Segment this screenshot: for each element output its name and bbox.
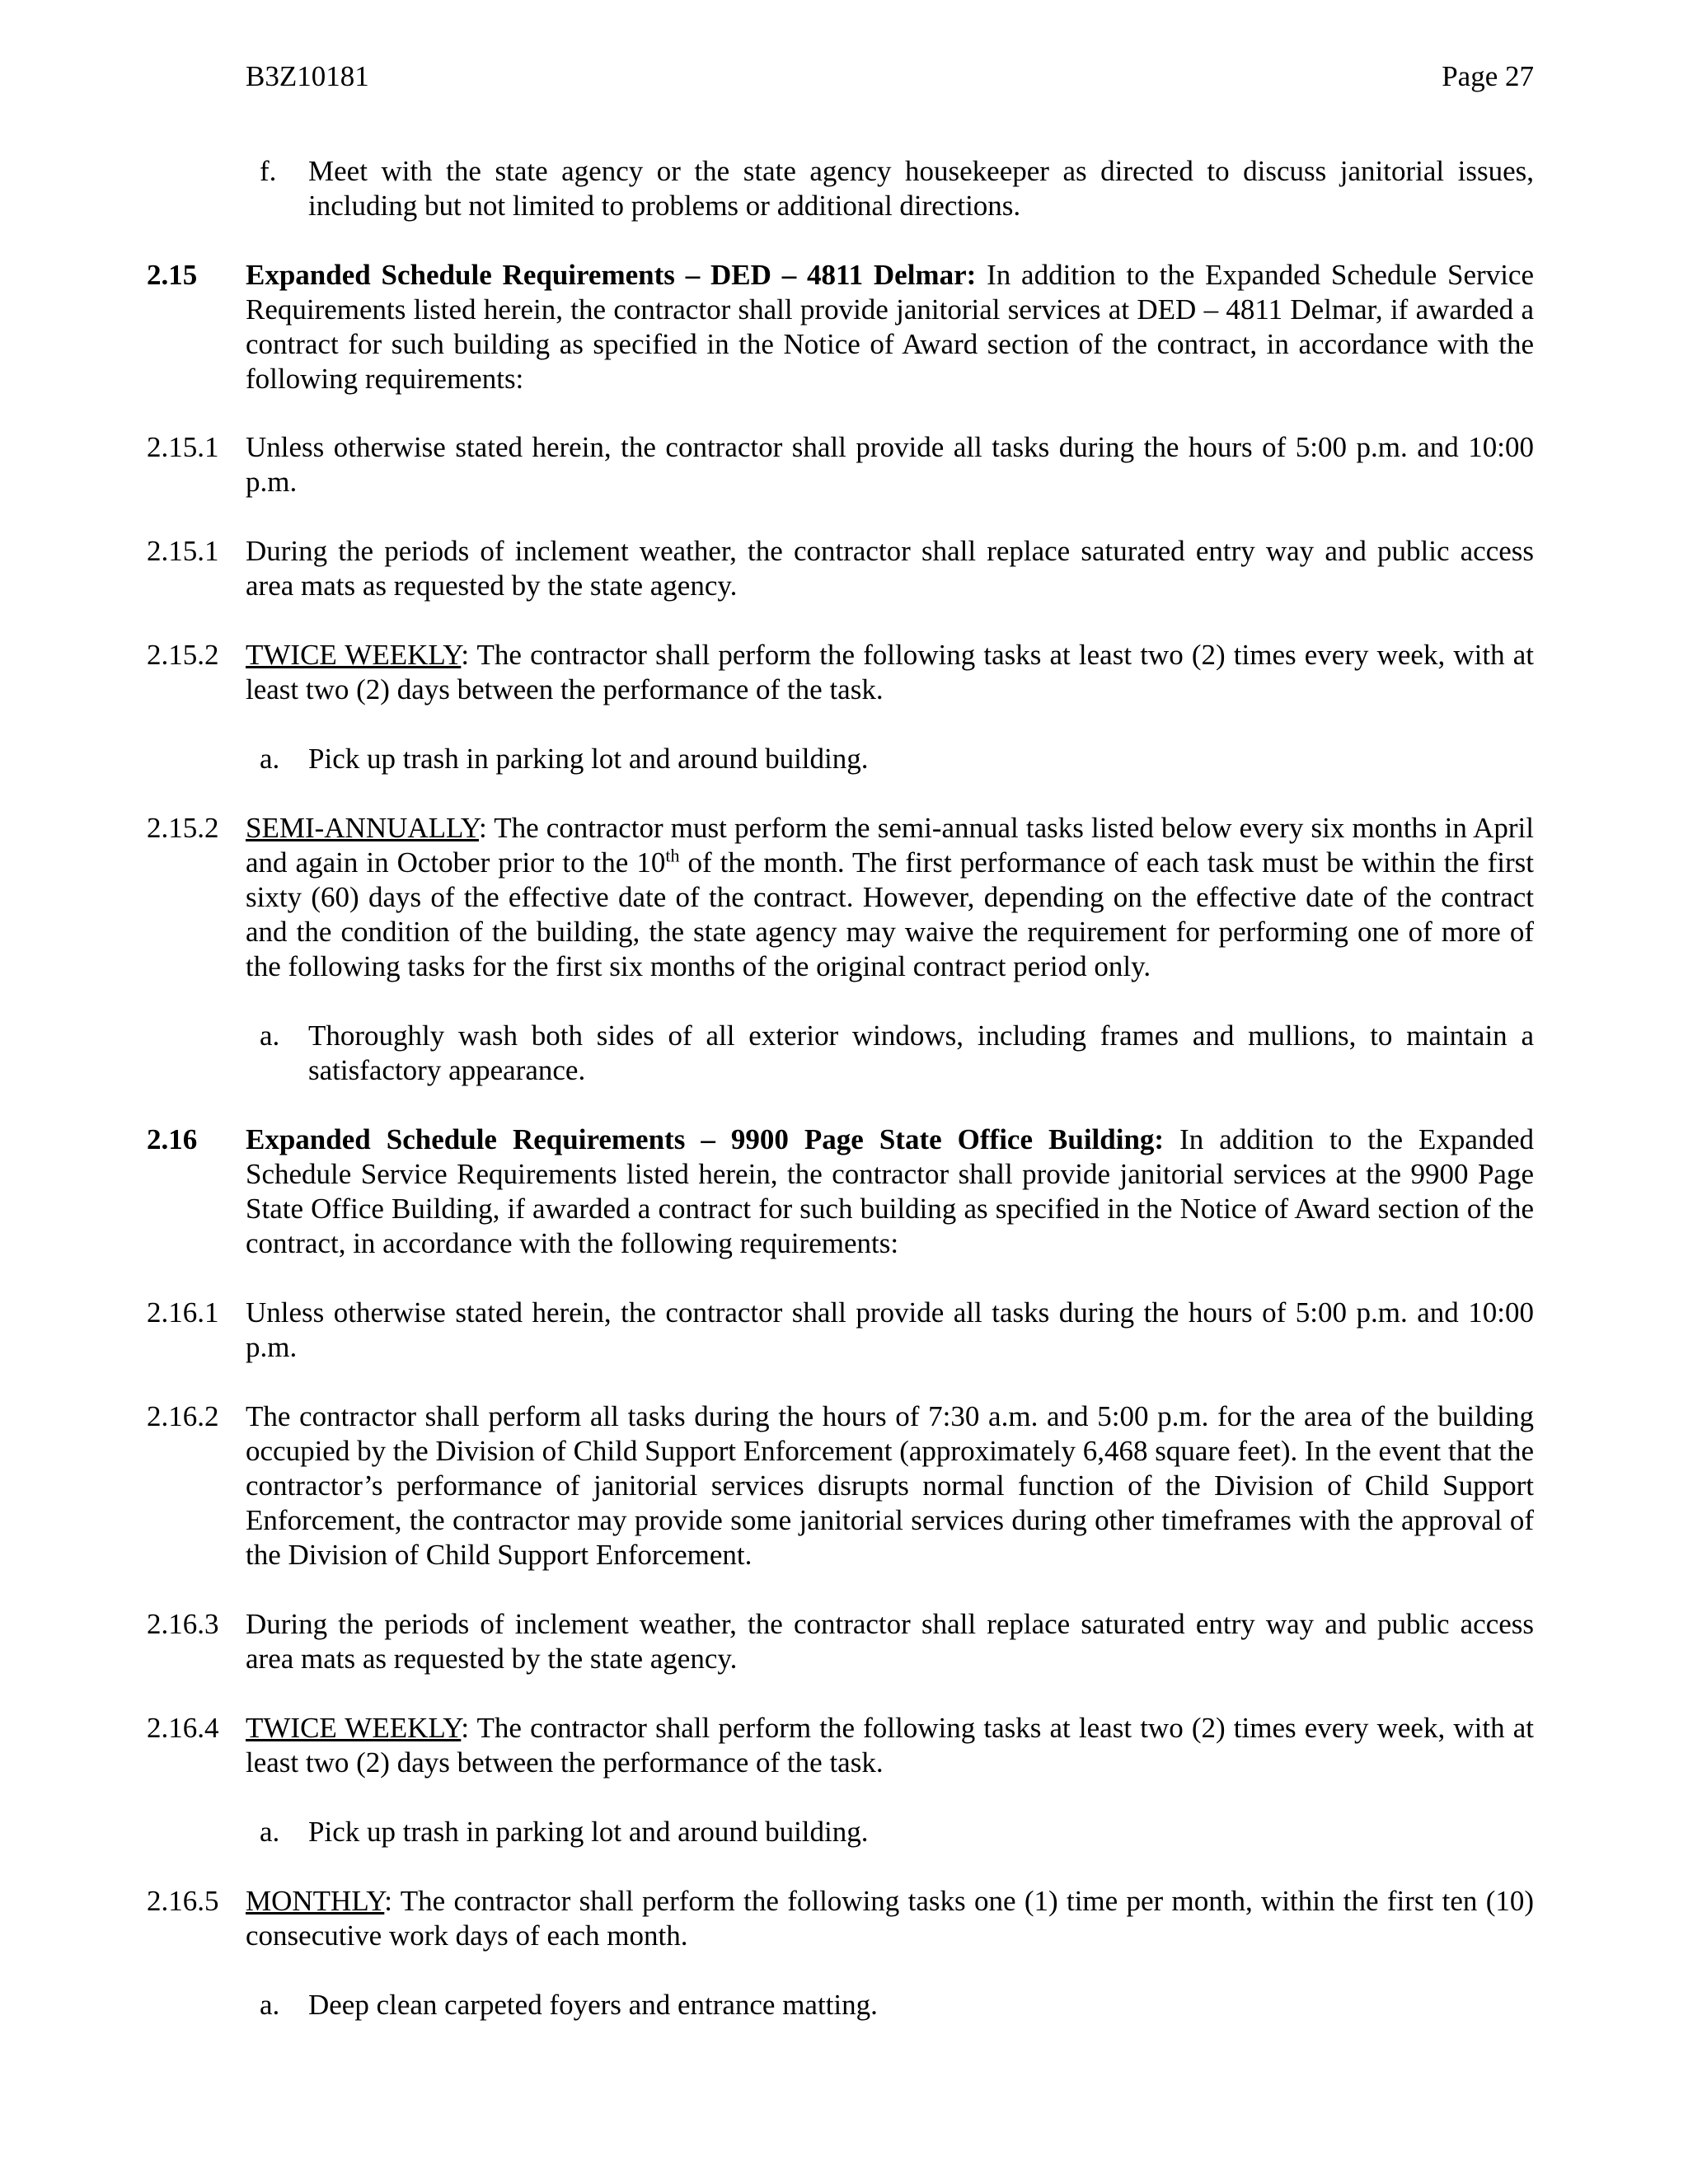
frequency-label: MONTHLY xyxy=(246,1885,385,1917)
list-item xyxy=(246,742,1534,776)
list-letter: f. xyxy=(260,155,277,187)
section-text: : The contractor must perform the semi-annual tasks listed below every six months in April and again in October prior to the 10 xyxy=(246,812,1534,879)
list-item xyxy=(246,1815,1534,1849)
section-text: Unless otherwise stated herein, the contractor shall provide all tasks during the hours of 5:00 p.m. and 10:00 p.m. xyxy=(246,1296,1534,1363)
section-2-15-2-twice-weekly xyxy=(147,638,1534,707)
document-id: B3Z10181 xyxy=(246,60,369,92)
list-text: Meet with the state agency or the state agency housekeeper as directed to discuss janitorial issues, including but not limited to problems or additional directions. xyxy=(308,155,1534,222)
section-number: 2.15.2 xyxy=(147,812,219,844)
section-2-16 xyxy=(147,1122,1534,1261)
section-number: 2.15 xyxy=(147,259,198,291)
section-text-continued: of the month. The first performance of each task must be within the first sixty (60) days of the effective date of the contract. However, depending on the effective date of the contract and the condition of the building, the state agency may waive the requirement for performing one of more of the following tasks for the first six months of the original contract period only. xyxy=(246,846,1534,982)
section-2-16-4-twice-weekly xyxy=(147,1711,1534,1780)
page-number: Page 27 xyxy=(1442,60,1534,92)
section-2-16-1 xyxy=(147,1296,1534,1365)
frequency-label: SEMI-ANNUALLY xyxy=(246,812,479,844)
frequency-label: TWICE WEEKLY xyxy=(246,1712,462,1744)
list-text: Thoroughly wash both sides of all exterior windows, including frames and mullions, to maintain a satisfactory appearance. xyxy=(308,1019,1534,1086)
section-number: 2.16.3 xyxy=(147,1608,219,1640)
section-number: 2.15.1 xyxy=(147,535,219,567)
section-number: 2.16.4 xyxy=(147,1712,219,1744)
section-number: 2.15.2 xyxy=(147,639,219,671)
section-number: 2.16.2 xyxy=(147,1400,219,1432)
list-item xyxy=(246,1988,1534,2022)
ordinal-suffix: th xyxy=(665,845,680,866)
section-2-16-5-monthly xyxy=(147,1884,1534,1953)
section-2-16-2 xyxy=(147,1399,1534,1572)
list-letter: a. xyxy=(260,743,280,775)
list-item-f xyxy=(246,154,1534,223)
section-number: 2.16 xyxy=(147,1123,198,1155)
list-letter: a. xyxy=(260,1019,280,1052)
section-text: : The contractor shall perform the following tasks at least two (2) times every week, with at least two (2) days between the performance of the task. xyxy=(246,639,1534,705)
list-letter: a. xyxy=(260,1816,280,1848)
section-number: 2.16.1 xyxy=(147,1296,219,1329)
section-number: 2.16.5 xyxy=(147,1885,219,1917)
list-text: Pick up trash in parking lot and around building. xyxy=(308,743,869,775)
section-text: In addition to the Expanded Schedule Service Requirements listed herein, the contractor shall provide janitorial services at DED – 4811 Delmar, if awarded a contract for such building as specified in the Notice of Award section of the contract, in accordance with the following requirements: xyxy=(246,259,1534,395)
list-text: Pick up trash in parking lot and around building. xyxy=(308,1816,869,1848)
section-2-16-3 xyxy=(147,1607,1534,1676)
list-item xyxy=(246,1019,1534,1088)
frequency-label: TWICE WEEKLY xyxy=(246,639,462,671)
section-2-15-1-hours xyxy=(147,430,1534,499)
section-text: Unless otherwise stated herein, the contractor shall provide all tasks during the hours of 5:00 p.m. and 10:00 p.m. xyxy=(246,431,1534,498)
list-text: Deep clean carpeted foyers and entrance matting. xyxy=(308,1989,878,2021)
section-text: During the periods of inclement weather, the contractor shall replace saturated entry way and public access area mats as requested by the state agency. xyxy=(246,1608,1534,1675)
section-text: The contractor shall perform all tasks during the hours of 7:30 a.m. and 5:00 p.m. for the area of the building occupied by the Division of Child Support Enforcement (approximately 6,468 square feet). In the event that the contractor’s performance of janitorial services disrupts normal function of the Division of Child Support Enforcement, the contractor may provide some janitorial services during other timeframes with the approval of the Division of Child Support Enforcement. xyxy=(246,1400,1534,1571)
section-text: : The contractor shall perform the following tasks one (1) time per month, within the first ten (10) consecutive work days of each month. xyxy=(246,1885,1534,1952)
section-2-15 xyxy=(147,258,1534,396)
section-title: Expanded Schedule Requirements – DED – 4811 Delmar: xyxy=(246,259,977,291)
section-text: During the periods of inclement weather, the contractor shall replace saturated entry way and public access area mats as requested by the state agency. xyxy=(246,535,1534,602)
section-2-15-1-weather xyxy=(147,534,1534,603)
section-2-15-2-semi-annually xyxy=(147,811,1534,984)
list-letter: a. xyxy=(260,1989,280,2021)
section-number: 2.15.1 xyxy=(147,431,219,463)
section-text: : The contractor shall perform the following tasks at least two (2) times every week, with at least two (2) days between the performance of the task. xyxy=(246,1712,1534,1779)
section-text: In addition to the Expanded Schedule Service Requirements listed herein, the contractor shall provide janitorial services at the 9900 Page State Office Building, if awarded a contract for such building as specified in the Notice of Award section of the contract, in accordance with the following requirements: xyxy=(246,1123,1534,1259)
section-title: Expanded Schedule Requirements – 9900 Page State Office Building: xyxy=(246,1123,1165,1155)
